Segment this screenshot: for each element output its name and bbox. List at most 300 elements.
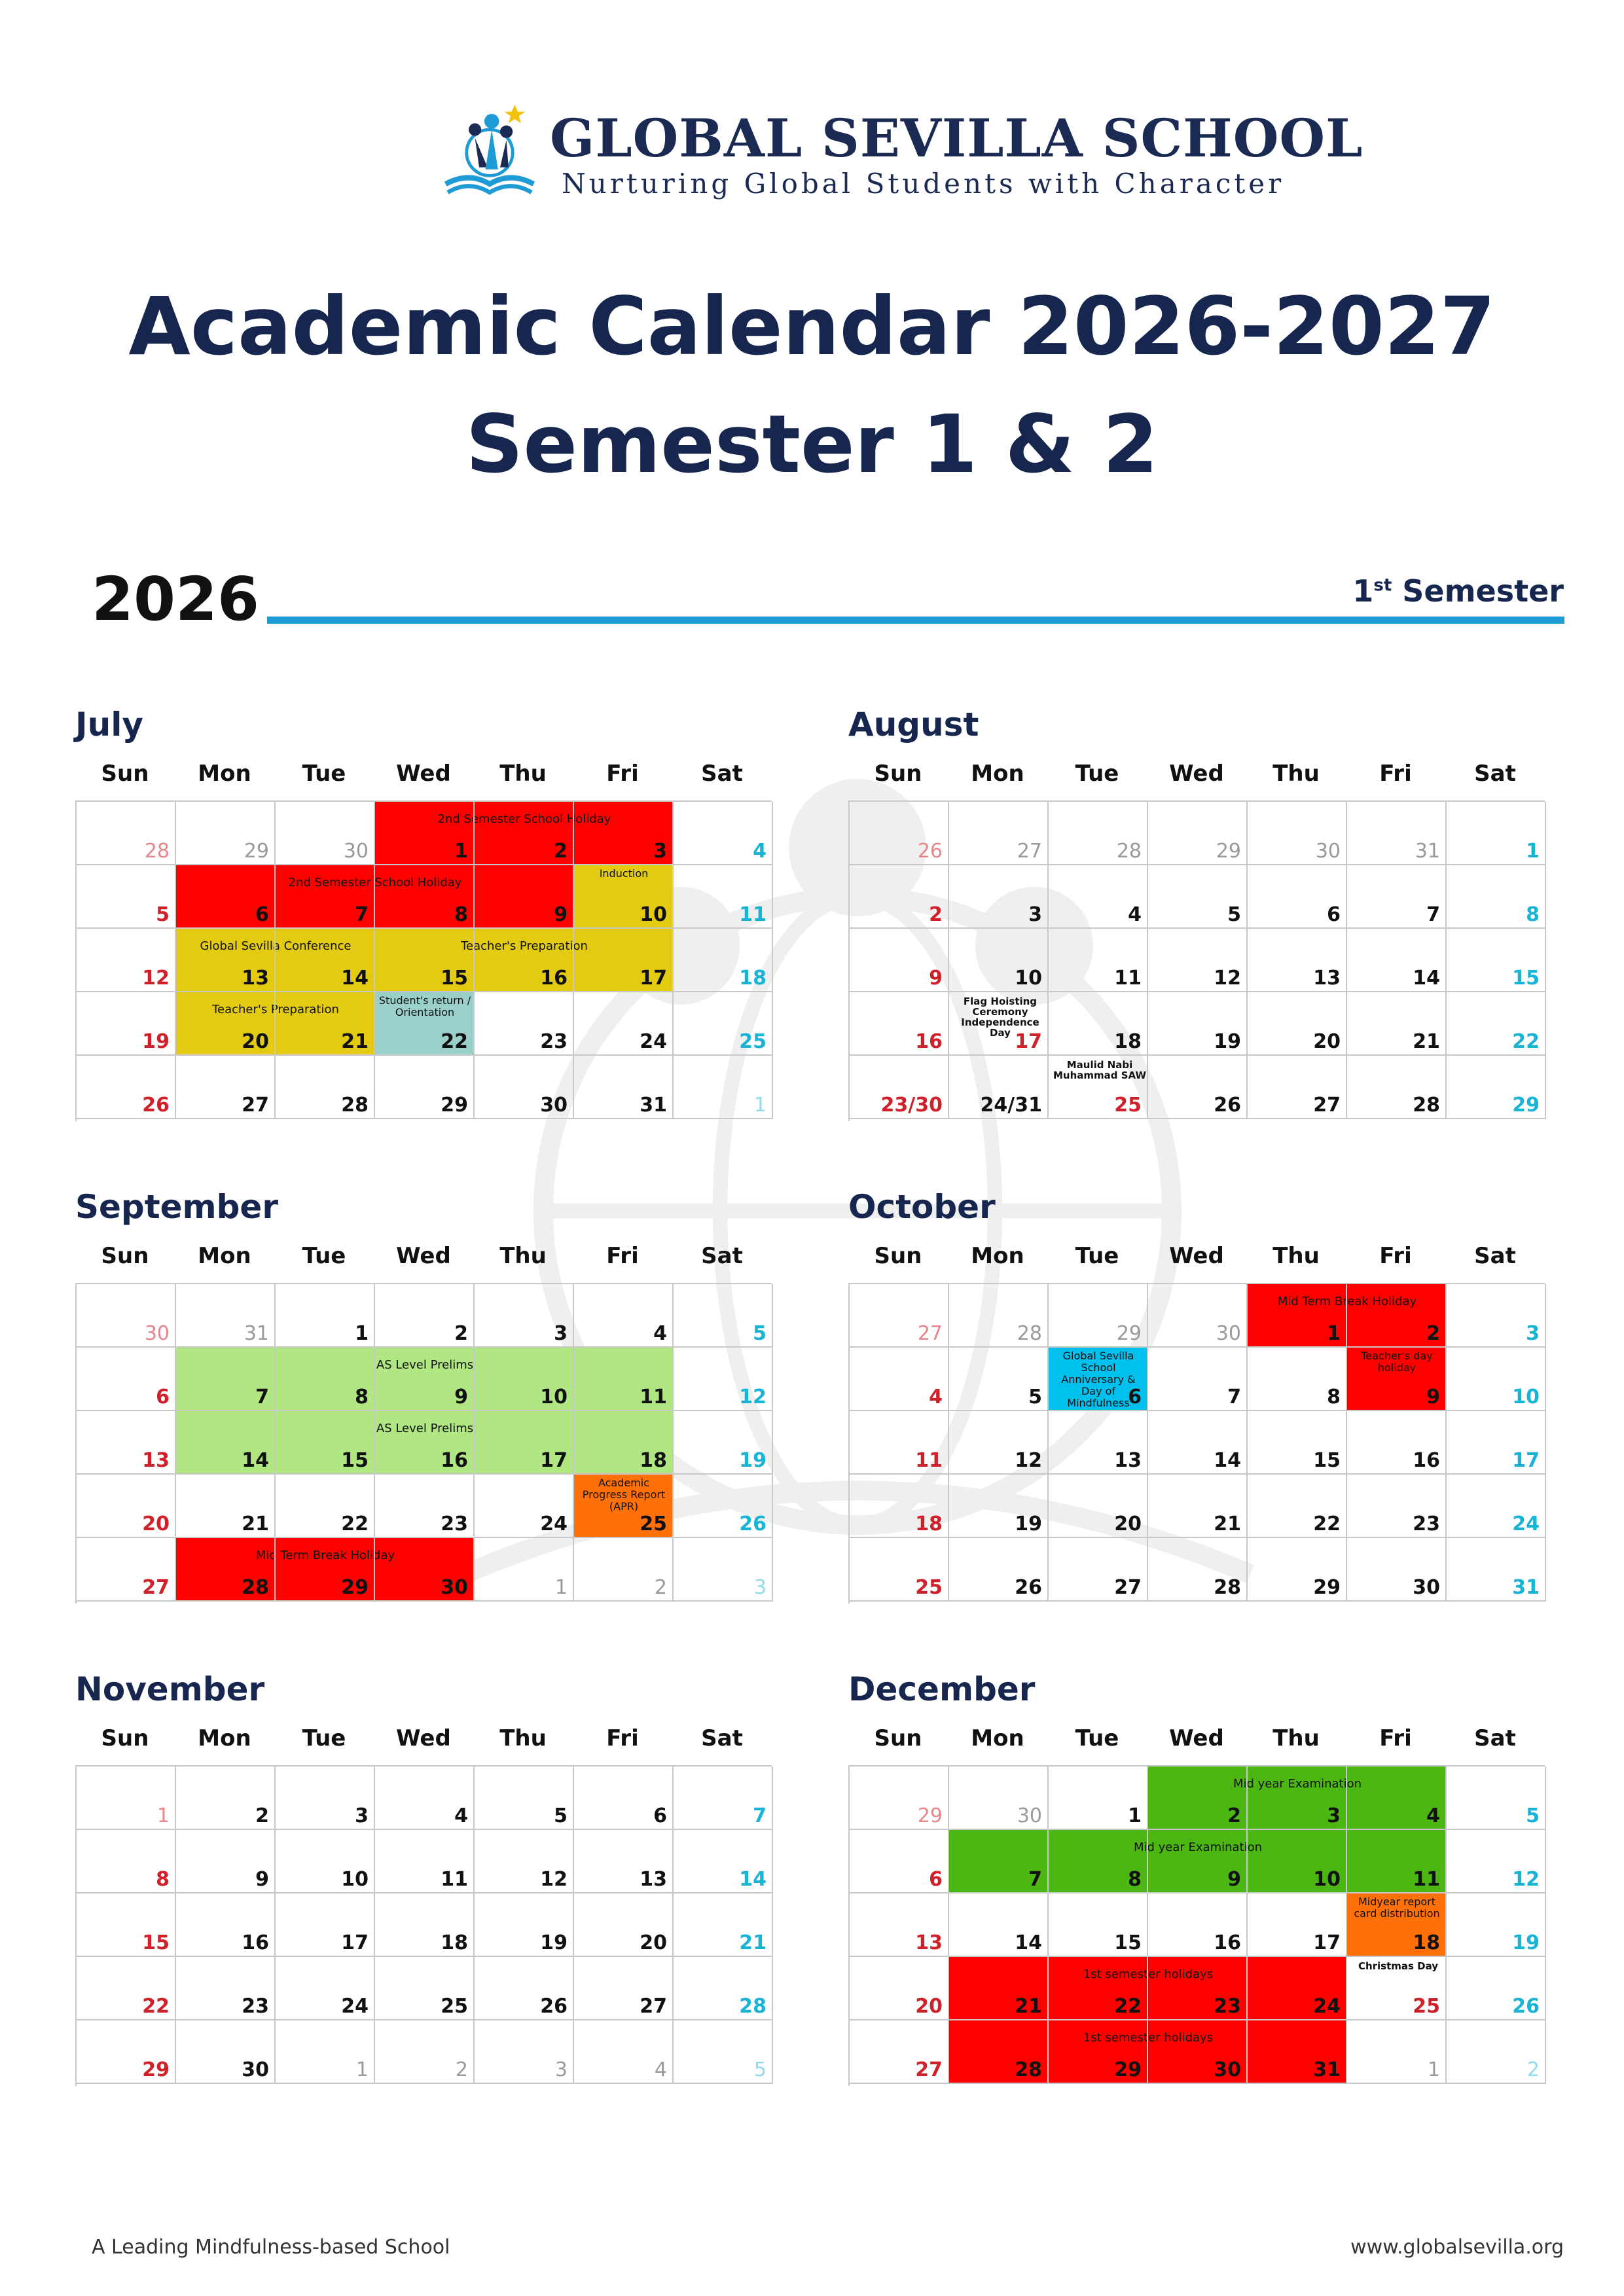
day-number: 7 [1227,1386,1241,1408]
day-cell[interactable] [1447,1538,1546,1602]
day-cell[interactable] [475,1348,574,1411]
day-cell[interactable] [375,1957,475,2020]
day-cell[interactable] [1049,1957,1148,2020]
day-number: 25 [1114,1094,1142,1117]
day-number: 23 [1214,1995,1241,2018]
day-number: 25 [739,1030,767,1053]
day-number: 6 [929,1868,943,1891]
day-number: 31 [1415,840,1440,863]
day-cell[interactable] [276,1475,375,1538]
day-number: 20 [242,1030,269,1053]
day-cell[interactable] [276,992,375,1056]
day-cell[interactable] [949,1411,1049,1475]
day-number: 30 [1315,840,1341,863]
day-cell[interactable] [1049,1538,1148,1602]
day-cell[interactable] [77,1893,176,1957]
day-cell[interactable] [1347,1538,1447,1602]
day-cell[interactable] [77,1056,176,1119]
weekday-header-sun: Sun [874,761,922,787]
day-cell[interactable] [949,1893,1049,1957]
day-cell[interactable] [176,1957,276,2020]
day-cell[interactable] [1347,1893,1447,1957]
day-cell[interactable] [1248,992,1347,1056]
day-cell[interactable] [475,2020,574,2084]
day-cell[interactable] [77,2020,176,2084]
day-cell[interactable] [475,1767,574,1830]
day-cell[interactable] [276,929,375,992]
day-cell[interactable] [77,1538,176,1602]
day-cell[interactable] [674,992,773,1056]
day-cell[interactable] [674,1411,773,1475]
day-cell[interactable] [375,1056,475,1119]
day-cell[interactable] [1049,1893,1148,1957]
day-cell[interactable] [1248,1538,1347,1602]
day-cell[interactable] [574,1284,674,1348]
day-cell[interactable] [375,1893,475,1957]
day-number: 12 [1015,1449,1042,1472]
day-cell[interactable] [176,1411,276,1475]
day-number: 9 [554,903,568,926]
day-cell[interactable] [276,865,375,929]
day-cell[interactable] [574,1538,674,1602]
day-number: 4 [654,2058,667,2081]
day-cell[interactable] [176,929,276,992]
day-number: 5 [1526,1804,1540,1827]
day-cell[interactable] [1148,1538,1248,1602]
day-cell[interactable] [77,1411,176,1475]
day-cell[interactable] [574,1957,674,2020]
day-cell[interactable] [1248,1348,1347,1411]
day-cell[interactable] [574,1830,674,1893]
day-cell[interactable] [475,1411,574,1475]
day-cell[interactable] [949,1957,1049,2020]
day-cell[interactable] [1447,2020,1546,2084]
day-cell[interactable] [475,1056,574,1119]
day-number: 28 [144,840,170,863]
day-cell[interactable] [1248,1475,1347,1538]
day-cell[interactable] [176,1830,276,1893]
day-cell[interactable] [1347,1411,1447,1475]
day-cell[interactable] [375,1538,475,1602]
day-cell[interactable] [1148,1830,1248,1893]
day-cell[interactable] [674,1767,773,1830]
day-number: 30 [1216,1322,1241,1345]
day-number: 5 [753,2058,767,2081]
day-cell[interactable] [850,1957,949,2020]
day-cell[interactable] [1248,1411,1347,1475]
day-number: 10 [640,903,667,926]
day-cell[interactable] [375,929,475,992]
day-cell[interactable] [850,2020,949,2084]
day-number: 28 [1413,1094,1440,1117]
day-cell[interactable] [674,865,773,929]
day-number: 12 [1512,1868,1540,1891]
day-cell[interactable] [176,1538,276,1602]
day-number: 12 [540,1868,568,1891]
day-cell[interactable] [949,929,1049,992]
day-cell[interactable] [674,1538,773,1602]
event-label: Mid Term Break Holiday [255,1549,395,1562]
day-cell[interactable] [674,1056,773,1119]
day-cell[interactable] [574,1893,674,1957]
day-number: 1 [554,1576,568,1599]
day-cell[interactable] [77,1284,176,1348]
day-cell[interactable] [1347,992,1447,1056]
day-number: 3 [1327,1804,1341,1827]
day-cell[interactable] [574,2020,674,2084]
day-cell[interactable] [1148,1056,1248,1119]
day-cell[interactable] [475,865,574,929]
day-number: 18 [1413,1931,1440,1954]
day-cell[interactable] [276,1348,375,1411]
day-cell[interactable] [1248,929,1347,992]
day-cell[interactable] [1447,1957,1546,2020]
event-label: 1st semester holidays [1083,2031,1214,2045]
day-cell[interactable] [1049,1767,1148,1830]
day-number: 1 [355,1322,369,1345]
day-cell[interactable] [850,1767,949,1830]
day-cell[interactable] [475,1893,574,1957]
day-cell[interactable] [850,865,949,929]
day-cell[interactable] [77,1957,176,2020]
day-number: 9 [255,1868,269,1891]
day-number: 22 [142,1995,170,2018]
day-cell[interactable] [850,1893,949,1957]
day-number: 19 [1512,1931,1540,1954]
day-number: 2 [1526,2058,1540,2081]
day-cell[interactable] [1447,1411,1546,1475]
day-cell[interactable] [850,1475,949,1538]
day-cell[interactable] [276,1284,375,1348]
day-cell[interactable] [276,1411,375,1475]
day-cell[interactable] [1248,2020,1347,2084]
day-cell[interactable] [77,802,176,865]
day-cell[interactable] [949,1348,1049,1411]
day-cell[interactable] [674,1893,773,1957]
day-number: 18 [915,1513,943,1535]
day-cell[interactable] [1148,865,1248,929]
day-cell[interactable] [77,992,176,1056]
day-number: 16 [1413,1449,1440,1472]
day-cell[interactable] [1148,1475,1248,1538]
day-cell[interactable] [475,1538,574,1602]
day-cell[interactable] [1049,1475,1148,1538]
day-cell[interactable] [1447,802,1546,865]
day-cell[interactable] [949,1475,1049,1538]
november-calendar [75,1670,772,2089]
day-cell[interactable] [1248,1893,1347,1957]
day-cell[interactable] [674,1284,773,1348]
day-number: 9 [454,1386,468,1408]
day-cell[interactable] [1049,802,1148,865]
day-cell[interactable] [850,1830,949,1893]
day-cell[interactable] [674,1475,773,1538]
day-cell[interactable] [850,1538,949,1602]
day-cell[interactable] [77,929,176,992]
day-cell[interactable] [949,2020,1049,2084]
day-cell[interactable] [276,802,375,865]
day-cell[interactable] [276,1767,375,1830]
day-cell[interactable] [1447,992,1546,1056]
day-cell[interactable] [1148,1411,1248,1475]
day-number: 31 [640,1094,667,1117]
weekday-header-mon: Mon [971,1725,1024,1751]
day-cell[interactable] [176,1475,276,1538]
day-cell[interactable] [77,1830,176,1893]
day-cell[interactable] [1447,929,1546,992]
month-name: September [75,1188,278,1226]
day-cell[interactable] [1148,2020,1248,2084]
day-cell[interactable] [375,2020,475,2084]
day-cell[interactable] [77,865,176,929]
day-number: 27 [917,1322,943,1345]
day-number: 12 [739,1386,767,1408]
day-number: 9 [1426,1386,1440,1408]
day-cell[interactable] [375,992,475,1056]
weekday-header-fri: Fri [606,761,639,787]
day-cell[interactable] [1148,992,1248,1056]
day-cell[interactable] [1049,992,1148,1056]
day-cell[interactable] [574,1056,674,1119]
day-cell[interactable] [674,2020,773,2084]
day-number: 6 [255,903,269,926]
day-number: 19 [142,1030,170,1053]
day-cell[interactable] [574,1411,674,1475]
day-number: 1 [1526,840,1540,863]
day-number: 13 [142,1449,170,1472]
day-cell[interactable] [375,1348,475,1411]
day-cell[interactable] [475,1830,574,1893]
day-number: 1 [355,2058,369,2081]
day-cell[interactable] [1049,1348,1148,1411]
day-number: 19 [1214,1030,1241,1053]
day-cell[interactable] [574,802,674,865]
day-cell[interactable] [1049,2020,1148,2084]
day-cell[interactable] [77,1475,176,1538]
weekday-header-thu: Thu [499,761,547,787]
day-number: 25 [1413,1995,1440,2018]
school-logo [437,98,1363,203]
day-number: 20 [640,1931,667,1954]
day-cell[interactable] [1248,1767,1347,1830]
day-cell[interactable] [375,802,475,865]
day-number: 28 [1015,2058,1042,2081]
day-cell[interactable] [1148,1767,1248,1830]
day-cell[interactable] [1248,1056,1347,1119]
day-cell[interactable] [375,1475,475,1538]
day-cell[interactable] [1347,1056,1447,1119]
day-cell[interactable] [1049,1284,1148,1348]
day-number: 4 [929,1386,943,1408]
day-cell[interactable] [1447,1830,1546,1893]
day-cell[interactable] [276,1957,375,2020]
day-cell[interactable] [674,1957,773,2020]
day-cell[interactable] [176,2020,276,2084]
event-label: Teacher's Preparation [212,1003,339,1016]
weekday-header-mon: Mon [198,1725,251,1751]
day-cell[interactable] [949,802,1049,865]
day-number: 10 [1015,967,1042,990]
day-number: 20 [915,1995,943,2018]
day-cell[interactable] [176,1348,276,1411]
day-cell[interactable] [949,1538,1049,1602]
weekday-header-sat: Sat [701,761,743,787]
day-cell[interactable] [949,1767,1049,1830]
day-cell[interactable] [475,929,574,992]
day-cell[interactable] [176,1767,276,1830]
day-cell[interactable] [375,1830,475,1893]
day-cell[interactable] [1248,802,1347,865]
day-cell[interactable] [1447,1767,1546,1830]
day-cell[interactable] [375,865,475,929]
day-cell[interactable] [1148,1348,1248,1411]
event-label: 2nd Semester School Holiday [288,876,462,889]
footer-slogan: A Leading Mindfulness-based School [92,2236,450,2259]
day-number: 6 [1327,903,1341,926]
day-number: 7 [255,1386,269,1408]
day-cell[interactable] [674,1348,773,1411]
day-cell[interactable] [276,1830,375,1893]
year-heading: 2026 [92,564,260,634]
day-cell[interactable] [1148,1893,1248,1957]
day-cell[interactable] [1347,2020,1447,2084]
day-cell[interactable] [375,1411,475,1475]
day-cell[interactable] [1447,1893,1546,1957]
day-cell[interactable] [475,1957,574,2020]
day-cell[interactable] [949,865,1049,929]
day-cell[interactable] [574,865,674,929]
weekday-header-wed: Wed [1169,1243,1224,1269]
event-label: Teacher's Preparation [461,939,588,953]
day-note: Christmas Day [1358,1960,1439,1972]
day-cell[interactable] [949,1284,1049,1348]
day-cell[interactable] [1347,1475,1447,1538]
day-number: 15 [142,1931,170,1954]
day-cell[interactable] [375,1767,475,1830]
day-cell[interactable] [176,865,276,929]
weekday-header-sat: Sat [1474,1725,1516,1751]
day-cell[interactable] [276,1056,375,1119]
day-cell[interactable] [850,1348,949,1411]
weekday-header-sat: Sat [1474,761,1516,787]
day-number: 20 [142,1513,170,1535]
day-cell[interactable] [1248,865,1347,929]
day-cell[interactable] [850,1411,949,1475]
day-cell[interactable] [1248,1830,1347,1893]
event-label: Global Sevilla Conference [200,939,352,953]
weekday-header-thu: Thu [1272,1243,1320,1269]
day-cell[interactable] [949,1830,1049,1893]
day-number: 27 [1017,840,1042,863]
day-cell[interactable] [949,1056,1049,1119]
day-cell[interactable] [1347,1830,1447,1893]
day-cell[interactable] [176,802,276,865]
day-cell[interactable] [276,2020,375,2084]
day-number: 3 [653,840,667,863]
day-cell[interactable] [1447,1475,1546,1538]
day-number: 13 [640,1868,667,1891]
day-number: 23 [441,1513,468,1535]
day-cell[interactable] [574,929,674,992]
day-cell[interactable] [1347,802,1447,865]
month-name: December [848,1670,1036,1708]
day-cell[interactable] [475,802,574,865]
day-cell[interactable] [1347,1348,1447,1411]
day-cell[interactable] [850,1056,949,1119]
day-cell[interactable] [1248,1957,1347,2020]
weekday-header-fri: Fri [1379,1243,1412,1269]
day-number: 21 [739,1931,767,1954]
day-cell[interactable] [1148,929,1248,992]
day-cell[interactable] [475,992,574,1056]
day-cell[interactable] [176,1284,276,1348]
day-number: 30 [1017,1804,1042,1827]
day-cell[interactable] [674,802,773,865]
day-cell[interactable] [1148,1957,1248,2020]
day-cell[interactable] [850,992,949,1056]
month-name: July [75,706,143,744]
day-cell[interactable] [1248,1284,1347,1348]
day-cell[interactable] [276,1538,375,1602]
day-cell[interactable] [574,1475,674,1538]
event-label: AS Level Prelims [376,1422,474,1435]
day-cell[interactable] [850,802,949,865]
day-cell[interactable] [475,1475,574,1538]
day-cell[interactable] [1447,865,1546,929]
day-cell[interactable] [574,1348,674,1411]
day-cell[interactable] [1049,865,1148,929]
day-cell[interactable] [475,1284,574,1348]
day-number: 2 [255,1804,269,1827]
day-note: Maulid Nabi Muhammad SAW [1053,1059,1147,1081]
day-cell[interactable] [1347,929,1447,992]
day-cell[interactable] [574,1767,674,1830]
day-number: 26 [142,1094,170,1117]
day-cell[interactable] [375,1284,475,1348]
day-cell[interactable] [1447,1348,1546,1411]
day-cell[interactable] [674,929,773,992]
day-number: 24 [1313,1995,1341,2018]
day-cell[interactable] [850,1284,949,1348]
day-cell[interactable] [77,1767,176,1830]
september-calendar [75,1188,772,1607]
day-cell[interactable] [1049,1830,1148,1893]
day-cell[interactable] [176,992,276,1056]
day-number: 8 [454,903,468,926]
day-cell[interactable] [674,1830,773,1893]
day-cell[interactable] [276,1893,375,1957]
day-number: 10 [341,1868,369,1891]
day-cell[interactable] [176,1893,276,1957]
day-cell[interactable] [1148,802,1248,865]
day-cell[interactable] [574,992,674,1056]
day-cell[interactable] [1049,1411,1148,1475]
day-cell[interactable] [77,1348,176,1411]
day-cell[interactable] [1347,1767,1447,1830]
day-number: 12 [1214,967,1241,990]
day-cell[interactable] [1447,1056,1546,1119]
day-cell[interactable] [1447,1284,1546,1348]
day-cell[interactable] [176,1056,276,1119]
day-number: 28 [739,1995,767,2018]
day-cell[interactable] [850,929,949,992]
day-cell[interactable] [1148,1284,1248,1348]
day-number: 5 [1028,1386,1042,1408]
day-cell[interactable] [1347,1284,1447,1348]
day-cell[interactable] [1049,929,1148,992]
day-cell[interactable] [1347,865,1447,929]
day-number: 22 [441,1030,468,1053]
